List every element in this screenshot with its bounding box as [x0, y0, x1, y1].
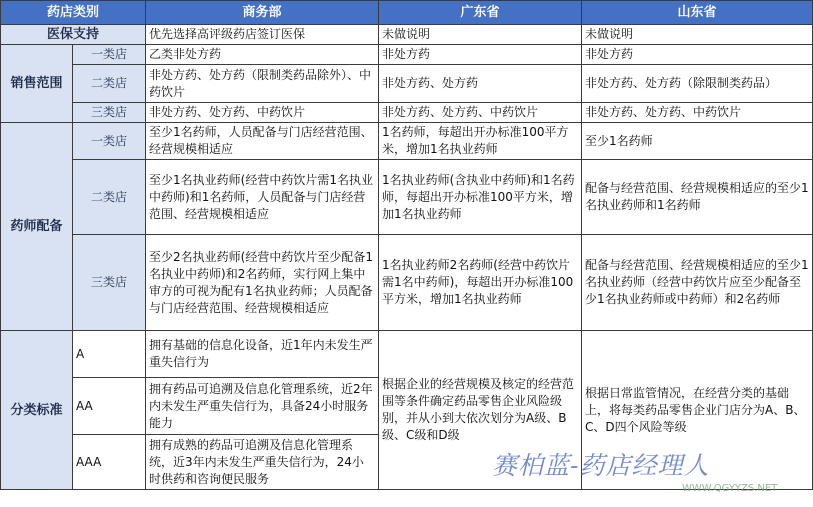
- insurance-guangdong: 未做说明: [379, 25, 582, 45]
- grade-label: AA: [73, 378, 146, 435]
- watermark-site: WWW.QGYYZS.NET: [682, 483, 778, 494]
- table-row: [1, 123, 813, 160]
- sales-ministry: 乙类非处方药: [146, 45, 379, 65]
- pharmacist-shandong: 配备与经营范围、经营规模相适应的至少1名执业药师和1名药师: [582, 160, 813, 235]
- sales-shandong: 非处方药、处方药、中药饮片: [582, 103, 813, 123]
- table-row: [1, 331, 813, 378]
- grade-label: AAA: [73, 435, 146, 490]
- insurance-ministry: 优先选择高评级药店签订医保: [146, 25, 379, 45]
- sales-guangdong: 非处方药: [379, 45, 582, 65]
- pharmacist-label: 药师配备: [1, 123, 73, 331]
- header-category: 药店类别: [1, 1, 146, 25]
- pharmacist-guangdong: 1名执业药师(含执业中药师)和1名药师，每超出开办标准100平方米，增加1名执业药师: [379, 160, 582, 235]
- sales-label: 销售范围: [1, 45, 73, 123]
- watermark-text: 赛柏蓝-药店经理人: [492, 451, 710, 480]
- classification-ministry: 拥有基础的信息化设备，近1年内未发生严重失信行为: [146, 331, 379, 378]
- pharmacist-shandong: 至少1名药师: [582, 123, 813, 160]
- insurance-label: 医保支持: [1, 25, 146, 45]
- store-type: 一类店: [73, 123, 146, 160]
- store-type: 二类店: [73, 65, 146, 103]
- insurance-shandong: 未做说明: [582, 25, 813, 45]
- header-row: [1, 1, 813, 25]
- table-row: [1, 103, 813, 123]
- store-type: 二类店: [73, 160, 146, 235]
- classification-shandong: 根据日常监管情况，在经营分类的基础上，将每类药品零售企业门店分为A、B、C、D四个风险等级: [582, 331, 813, 490]
- table-row: [1, 235, 813, 331]
- pharmacist-ministry: 至少2名执业药师(经营中药饮片至少配备1名执业中药师)和2名药师，实行网上集中审方的可视为配有1名执业药师；人员配备与门店经营范围、经营规模相适应: [146, 235, 379, 331]
- header-shandong: 山东省: [582, 1, 813, 25]
- store-type: 三类店: [73, 103, 146, 123]
- sales-guangdong: 非处方药、处方药、中药饮片: [379, 103, 582, 123]
- table-row: [1, 25, 813, 45]
- store-type: 三类店: [73, 235, 146, 331]
- grade-label: A: [73, 331, 146, 378]
- classification-ministry: 拥有药品可追溯及信息化管理系统，近2年内未发生严重失信行为，具备24小时服务能力: [146, 378, 379, 435]
- pharmacist-ministry: 至少1名药师，人员配备与门店经营范围、经营规模相适应: [146, 123, 379, 160]
- header-ministry: 商务部: [146, 1, 379, 25]
- table-row: [1, 160, 813, 235]
- sales-guangdong: 非处方药、处方药: [379, 65, 582, 103]
- sales-shandong: 非处方药: [582, 45, 813, 65]
- pharmacist-guangdong: 1名执业药师2名药师(经营中药饮片需1名中药师)，每超出开办标准100平方米，增加1名执业药师: [379, 235, 582, 331]
- store-type: 一类店: [73, 45, 146, 65]
- pharmacist-ministry: 至少1名执业药师(经营中药饮片需1名执业中药师)和1名药师，人员配备与门店经营范围、经营规模相适应: [146, 160, 379, 235]
- classification-ministry: 拥有成熟的药品可追溯及信息化管理系统，近3年内未发生严重失信行为，24小时供药和咨询便民服务: [146, 435, 379, 490]
- header-guangdong: 广东省: [379, 1, 582, 25]
- classification-guangdong: 根据企业的经营规模及核定的经营范围等条件确定药品零售企业风险级别，并从小到大依次划分为A级、B级、C级和D级: [379, 331, 582, 490]
- sales-shandong: 非处方药、处方药（除限制类药品）: [582, 65, 813, 103]
- pharmacist-guangdong: 1名药师，每超出开办标准100平方米，增加1名执业药师: [379, 123, 582, 160]
- sales-ministry: 非处方药、处方药、中药饮片: [146, 103, 379, 123]
- table-row: [1, 45, 813, 65]
- table-row: [1, 65, 813, 103]
- pharmacist-shandong: 配备与经营范围、经营规模相适应的至少1名执业药师（经营中药饮片应至少配备至少1名执业药师或中药师）和2名药师: [582, 235, 813, 331]
- classification-label: 分类标准: [1, 331, 73, 490]
- sales-ministry: 非处方药、处方药（限制类药品除外）、中药饮片: [146, 65, 379, 103]
